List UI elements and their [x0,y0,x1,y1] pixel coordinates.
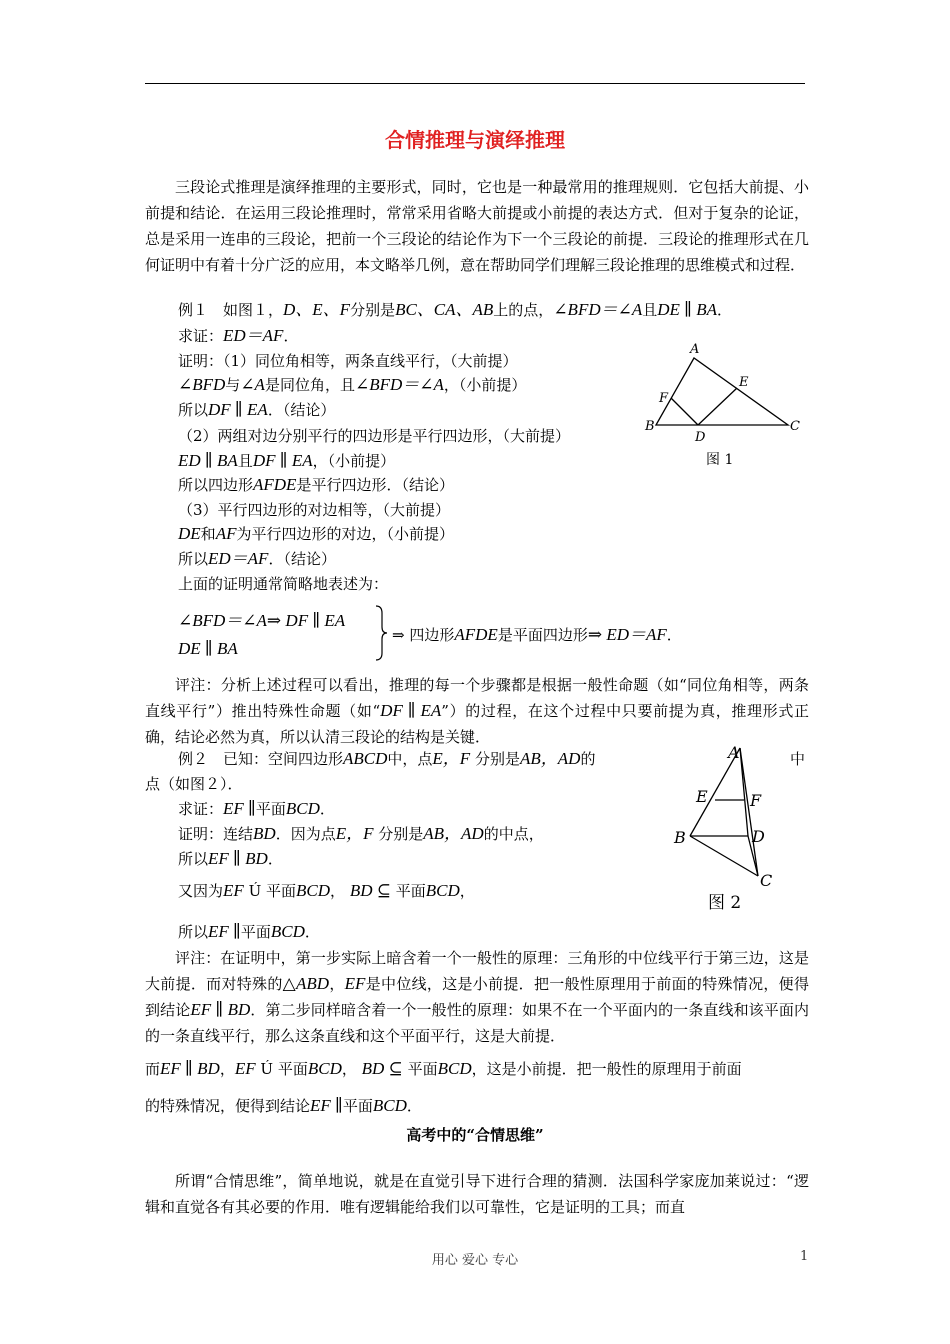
proof1-step3: （3）平行四边形的对边相等，（大前提） [178,501,451,519]
figure-2-caption: 图 2 [708,893,742,913]
example1-goal: 求证：ED＝AF． [178,326,299,345]
comment1-paragraph: 评注：分析上述过程可以看出，推理的每一个步骤都是根据一般性命题（如“同位角相等，两条直线平行”）推出特殊性命题（如“DF ∥ EA”）的过程，在这个过程中只要前提为真，推理形式正确，结论必然为真，所以认清三段论的结构是关键． [145,676,809,746]
proof1-step2-conclusion: 所以四边形AFDE是平行四边形．（结论） [178,475,454,494]
summary-formula-line2: DE ∥ BA [178,639,238,658]
proof2-line1: 证明：连结BD．因为点E，F 分别是AB，AD的中点， [178,824,544,843]
proof1-step1: 证明：（1）同位角相等，两条直线平行，（大前提） [178,352,518,370]
label-b: B [674,828,686,847]
label-c: C [760,871,773,890]
label-d: D [695,430,706,445]
page-footer: 用心 爱心 专心 [431,1253,519,1268]
label-d: D [752,827,765,846]
comment2-line-continued: 而EF ∥ BD，EF Ú 平面BCD， BD ⊆ 平面BCD，这是小前提．把一般性的原理用于前面 [145,1059,742,1078]
example1-line1: 例１ 如图１，D、E、F分别是BC、CA、AB上的点，∠BFD＝∠A且DE ∥ BA． [178,300,733,319]
proof2-line4: 所以EF ∥平面BCD． [178,922,320,941]
proof1-step2: （2）两组对边分别平行的四边形是平行四边形，（大前提） [178,427,571,445]
comment2-paragraph: 评注：在证明中，第一步实际上暗含着一个一般性的原理：三角形的中位线平行于第三边，这是大前提．而对特殊的△ABD，EF是中位线，这是小前提．把一般性原理用于前面的特殊情况，便得到结论EF ∥ BD．第二步同样暗含着一个一般性的原理：如果不在一个平面内的一条直线和该平面内的一条直线平行，那么这条直线和这个平面平行，这是大前提． [145,949,809,1045]
label-f: F [750,791,762,810]
header-rule [145,83,805,84]
summary-formula-result: ⇒ 四边形AFDE是平面四边形⇒ ED＝AF． [392,625,682,644]
segment-ac [740,748,758,876]
intro-paragraph: 三段论式推理是演绎推理的主要形式，同时，它也是一种最常用的推理规则．它包括大前提、小前提和结论．在运用三段论推理时，常常采用省略大前提或小前提的表达方式．但对于复杂的论证，总是采用一连串的三段论，把前一个三段论的结论作为下一个三段论的前提．三段论的推理形式在几何证明中有着十分广泛的应用，本文略举几例，意在帮助同学们理解三段论推理的思维模式和过程． [145,178,809,274]
page-number: 1 [800,1249,809,1264]
label-b: B [645,419,655,434]
label-a: A [690,342,700,357]
segment-de [698,388,737,425]
comment2-line-last: 的特殊情况，便得到结论EF ∥平面BCD． [145,1096,422,1115]
proof1-step1-minor: ∠BFD与∠A是同位角，且∠BFD＝∠A，（小前提） [178,375,527,394]
proof2-line2: 所以EF ∥ BD． [178,849,283,868]
example2-line1-end: 中 [790,750,806,768]
example2-line1: 例２ 已知：空间四边形ABCD中，点E，F 分别是AB，AD的 [178,749,596,768]
triangle-abc [656,358,788,425]
example2-line2: 点（如图２）． [145,775,243,793]
proof1-step2-minor: ED ∥ BA且DF ∥ EA，（小前提） [178,451,396,470]
figure-1 [640,340,810,470]
figure-2 [670,738,790,918]
right-brace [374,605,388,661]
proof1-step1-conclusion: 所以DF ∥ EA．（结论） [178,400,336,419]
page-title: 合情推理与演绎推理 [385,128,565,152]
label-e: E [696,787,708,806]
section2-title: 高考中的“合情思维” [406,1126,544,1144]
figure-1-caption: 图 1 [706,452,734,468]
segment-fd [671,398,698,425]
label-f: F [659,391,669,406]
proof1-step3-minor: DE和AF为平行四边形的对边，（小前提） [178,524,454,543]
section2-paragraph: 所谓“合情思维”，简单地说，就是在直觉引导下进行合理的猜测．法国科学家庞加莱说过：“逻辑和直觉各有其必要的作用．唯有逻辑能给我们以可靠性，它是证明的工具；而直 [145,1172,809,1216]
proof2-line3: 又因为EF Ú 平面BCD， BD ⊆ 平面BCD， [178,881,475,900]
summary-formula-line1: ∠BFD＝∠A⇒ DF ∥ EA [178,611,346,630]
proof1-step3-conclusion: 所以ED＝AF．（结论） [178,549,336,568]
label-a: A [728,743,740,762]
label-e: E [739,375,749,390]
summary-intro: 上面的证明通常简略地表述为： [178,575,389,593]
label-c: C [790,419,800,434]
example2-goal: 求证：EF ∥平面BCD． [178,799,335,818]
segment-bc [690,836,758,876]
